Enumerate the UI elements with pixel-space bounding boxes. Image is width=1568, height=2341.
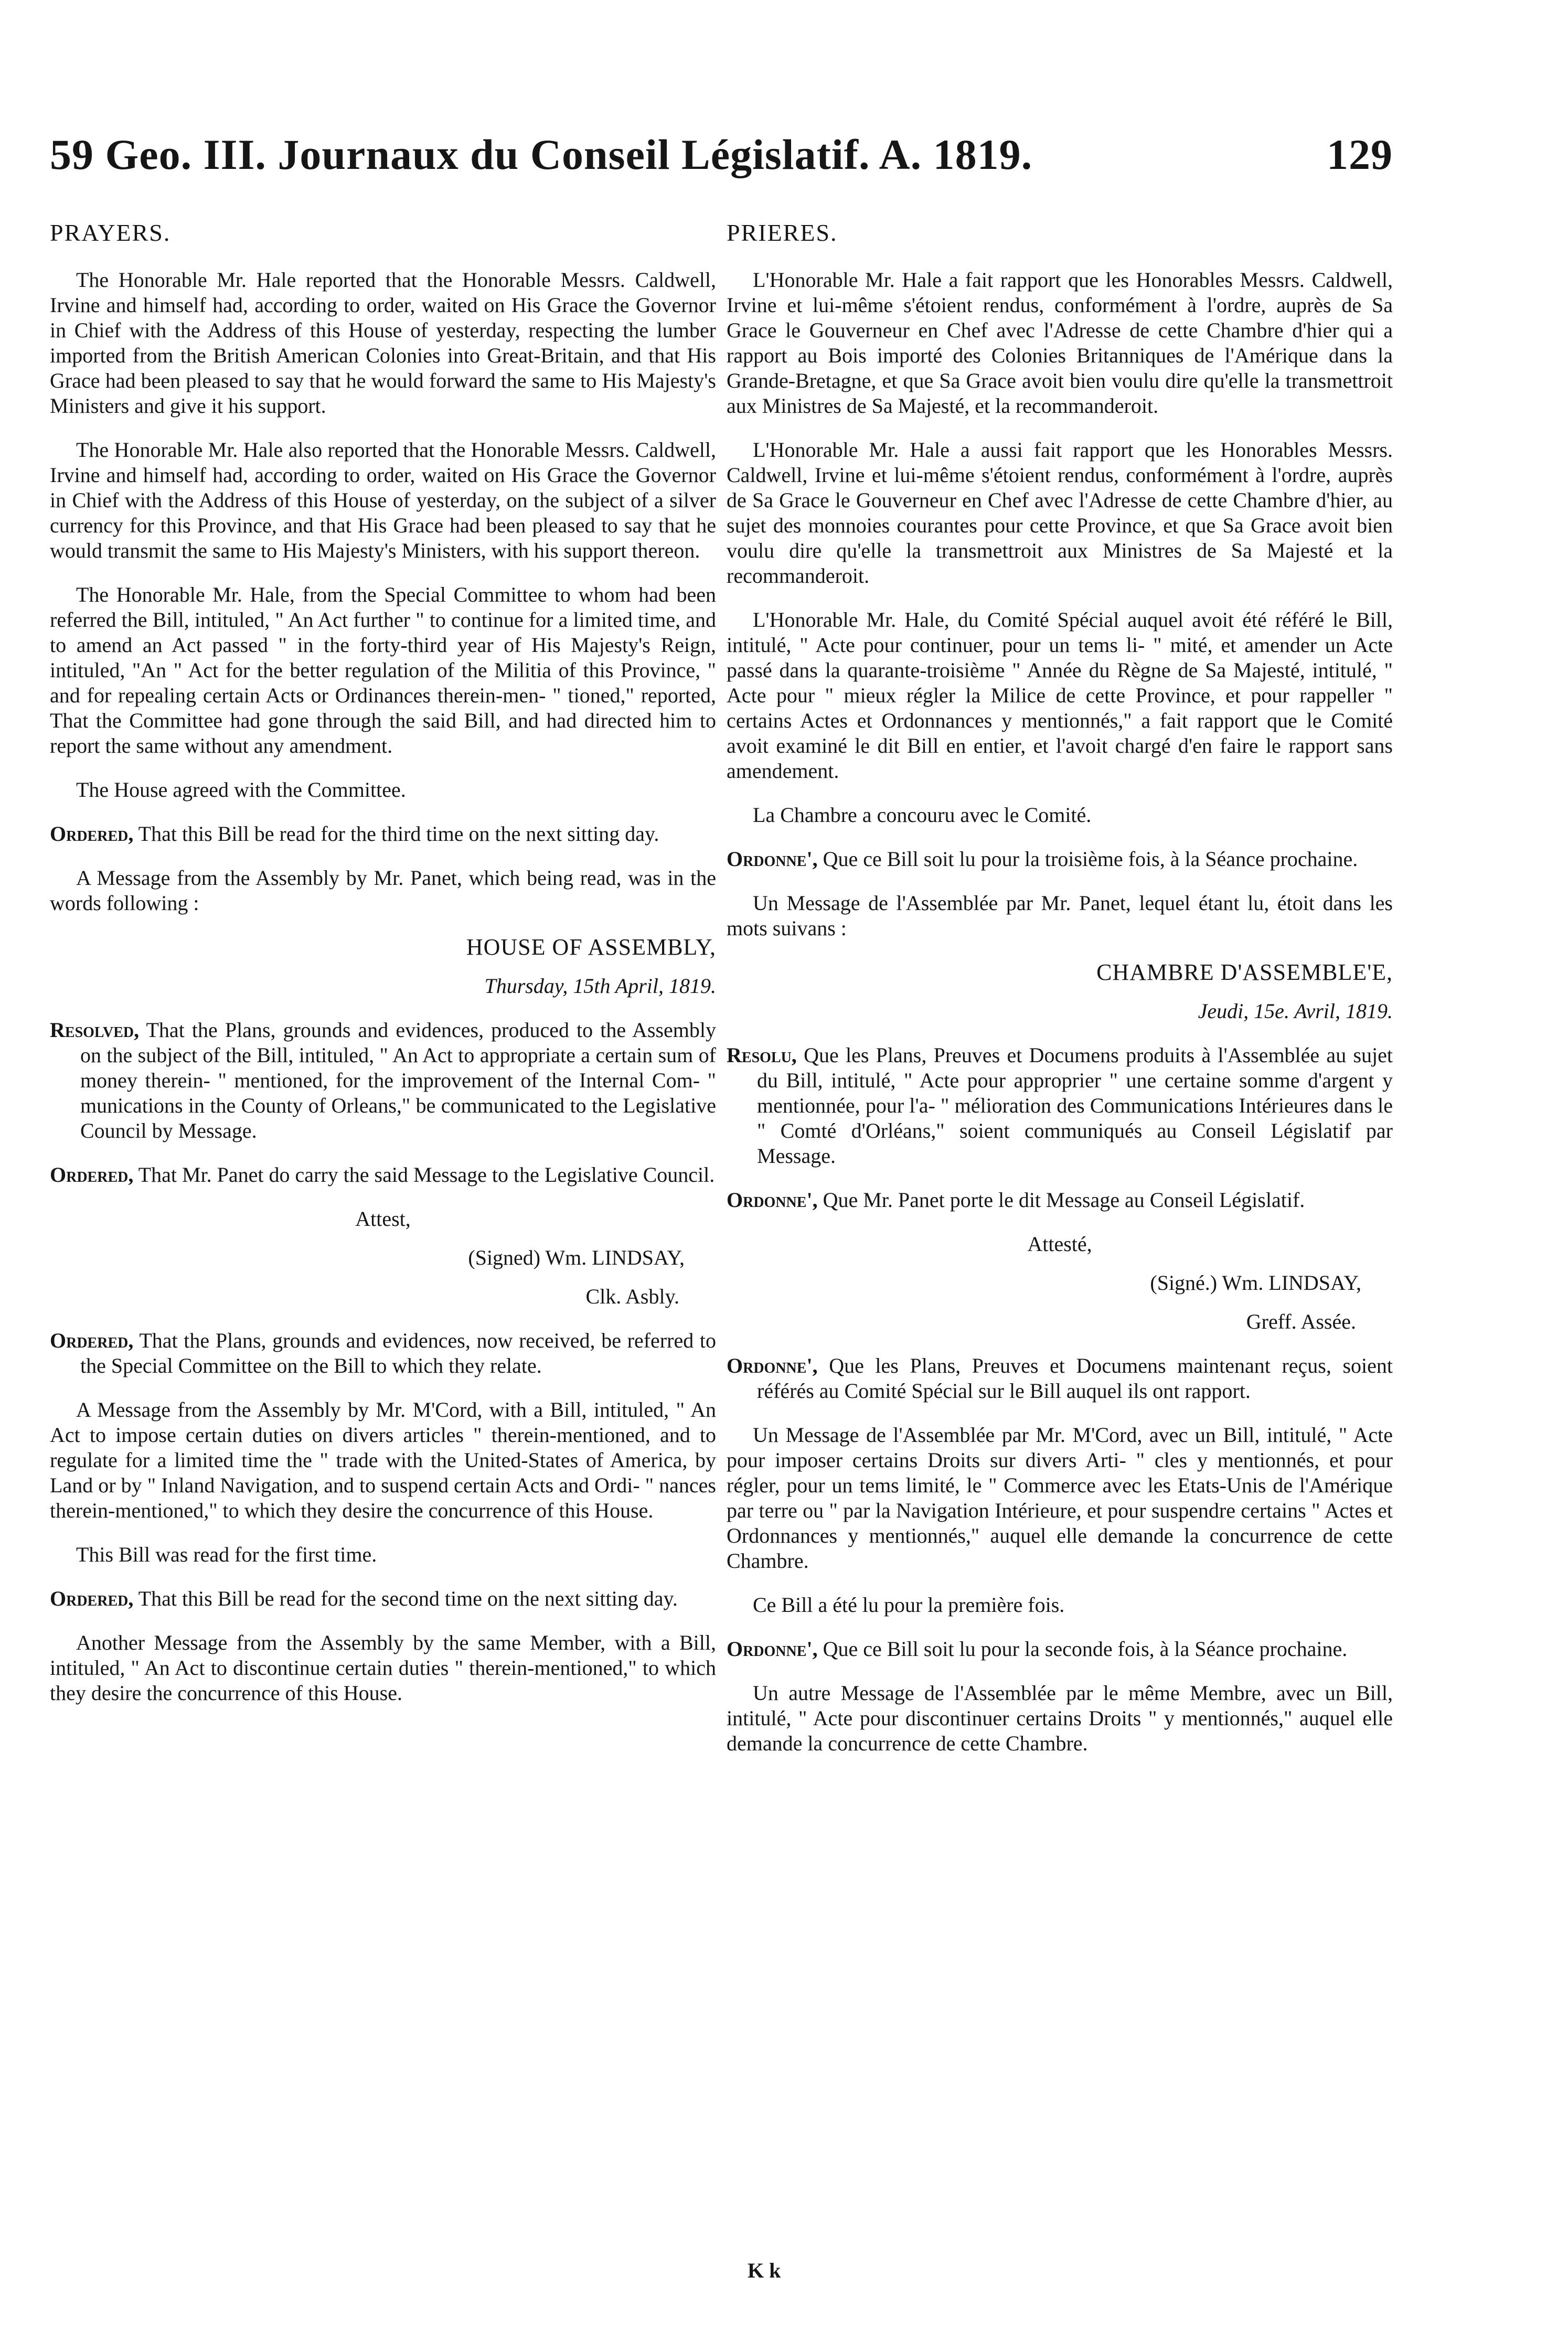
resolution-label: Resolu, (727, 1043, 797, 1067)
french-paragraph: L'Honorable Mr. Hale, du Comité Spécial auquel avoit été référé le Bill, intitulé, " Acte pour continuer, pour un tems li- " mité, et amender un Acte passé dans la quarante-troisième " Année du Règne de Sa Majesté, intitulé, " Acte pour " mieux régler la Milice de cette Province, et pour rappeller " certains Actes et Ordonnances y mentionnés," a fait rapport que le Comité avoit examiné le dit Bill en entier, et l'avoit chargé d'en faire le rapport sans amendement. (727, 608, 1393, 783)
message-date-text: Thursday, 15th April, 1819. (484, 974, 716, 998)
resolution-text: Que les Plans, Preuves et Documens produits à l'Assemblée au sujet du Bill, intitulé, " Acte pour approprier " une certaine somme d'argent y mentionnée, pour l'a- " mélioration des Communications Intérieures dans le " Comté d'Orléans," soient communiqués au Conseil Législatif par Message. (757, 1043, 1393, 1168)
order-text: That this Bill be read for the second time on the next sitting day. (138, 1587, 678, 1610)
french-order (727, 1353, 1393, 1404)
french-message-title: CHAMBRE D'ASSEMBLE'E, (1096, 959, 1393, 985)
order-label: Ordonne', (727, 1188, 818, 1212)
resolution-label: Resolved, (50, 1018, 140, 1042)
english-paragraph: Another Message from the Assembly by the same Member, with a Bill, intituled, " An Act to discontinue certain duties " therein-mentioned," to which they desire the concurrence of this House. (50, 1631, 716, 1705)
order-label: Ordonne', (727, 1637, 818, 1661)
french-paragraph: Un Message de l'Assemblée par Mr. M'Cord, avec un Bill, intitulé, " Acte pour imposer certains Droits sur divers Arti- " cles y mentionnés, et pour régler, pour un tems limité, le " Commerce avec les Etats-Unis de l'Amérique par terre ou " par la Navigation Intérieure, et pour suspendre certains " Actes et Ordonnances y mentionnés," auquel elle demande la concurrence de cette Chambre. (727, 1423, 1393, 1573)
order-label: Ordonne', (727, 847, 818, 871)
resolution-text: That the Plans, grounds and evidences, produced to the Assembly on the subject of the Bill, intituled, " An Act to appropriate a certain sum of money therein- " mentioned, for the improvement of the Internal Com- " munications in the County of Orleans," be communicated to the Legislative Council by Message. (80, 1018, 716, 1142)
english-clerk: Clk. Asbly. (585, 1285, 679, 1308)
order-text: Que ce Bill soit lu pour la seconde fois, à la Séance prochaine. (823, 1637, 1348, 1661)
english-order (50, 1328, 716, 1378)
english-paragraph: The House agreed with the Committee. (76, 778, 406, 801)
order-text: Que les Plans, Preuves et Documens maintenant reçus, soient référés au Comité Spécial sur le Bill auquel ils ont rapport. (757, 1354, 1393, 1403)
french-column (727, 220, 1393, 1775)
english-heading: PRAYERS. (50, 219, 171, 246)
english-paragraph: This Bill was read for the first time. (76, 1543, 377, 1566)
french-paragraph: Un autre Message de l'Assemblée par le même Membre, avec un Bill, intitulé, " Acte pour discontinuer certains Droits " y mentionnés," auquel elle demande la concurrence de cette Chambre. (727, 1681, 1393, 1755)
order-label: Ordonne', (727, 1354, 818, 1377)
order-label: Ordered, (50, 1329, 134, 1352)
french-paragraph: Un Message de l'Assemblée par Mr. Panet, lequel étant lu, étoit dans les mots suivans : (727, 891, 1393, 940)
french-heading: PRIERES. (727, 219, 838, 246)
french-order (727, 847, 1393, 872)
english-paragraph: The Honorable Mr. Hale also reported that the Honorable Messrs. Caldwell, Irvine and himself had, according to order, waited on His Grace the Governor in Chief with the Address of this House of yesterday, on the subject of a silver currency for this Province, and that His Grace had been pleased to say that he would transmit the same to His Majesty's Ministers, with his support thereon. (50, 438, 716, 562)
order-text: That the Plans, grounds and evidences, now received, be referred to the Special Committee on the Bill to which they relate. (80, 1329, 716, 1377)
english-paragraph: A Message from the Assembly by Mr. M'Cord, with a Bill, intituled, " An Act to impose certain duties on divers articles " therein-mentioned, and to regulate for a limited time the " trade with the United-States of America, by Land or by " Inland Navigation, and to suspend certain Acts and Ordi- " nances therein-mentioned," to which they desire the concurrence of this House. (50, 1398, 716, 1522)
english-paragraph: A Message from the Assembly by Mr. Panet, which being read, was in the words following : (50, 866, 716, 915)
order-text: That this Bill be read for the third time on the next sitting day. (138, 822, 659, 846)
french-order (727, 1637, 1393, 1662)
english-attest: Attest, (355, 1207, 411, 1231)
english-resolution (50, 1018, 716, 1143)
page-number: 129 (1327, 131, 1393, 178)
english-order (50, 821, 716, 847)
french-resolution (727, 1043, 1393, 1169)
header-title: 59 Geo. III. Journaux du Conseil Législatif. A. 1819. (50, 131, 1033, 178)
catchword: K k (748, 2259, 781, 2282)
french-message-date (727, 999, 1393, 1024)
english-signature: (Signed) Wm. LINDSAY, (468, 1246, 685, 1269)
french-paragraph: Ce Bill a été lu pour la première fois. (753, 1593, 1065, 1617)
french-paragraph: La Chambre a concouru avec le Comité. (753, 803, 1092, 827)
english-order (50, 1586, 716, 1611)
message-date-text: Jeudi, 15e. Avril, 1819. (1198, 999, 1393, 1023)
order-label: Ordered, (50, 1587, 134, 1610)
french-order (727, 1188, 1393, 1213)
french-signature: (Signé.) Wm. LINDSAY, (1150, 1271, 1361, 1295)
english-message-title: HOUSE OF ASSEMBLY, (466, 934, 716, 960)
french-paragraph: L'Honorable Mr. Hale a fait rapport que les Honorables Messrs. Caldwell, Irvine et lui-même s'étoient rendus, conformément à l'ordre, auprès de Sa Grace le Gouverneur en Chef avec l'Adresse de cette Chambre d'hier qui a rapport au Bois importé des Colonies Britanniques de l'Amérique dans la Grande-Bretagne, et que Sa Grace avoit bien voulu dire qu'elle la transmettroit aux Ministres de Sa Majesté, et la recommanderoit. (727, 268, 1393, 418)
order-text: That Mr. Panet do carry the said Message to the Legislative Council. (138, 1163, 715, 1186)
english-order (50, 1162, 716, 1188)
english-column (50, 220, 716, 1725)
order-text: Que Mr. Panet porte le dit Message au Conseil Législatif. (823, 1188, 1305, 1212)
english-paragraph: The Honorable Mr. Hale reported that the Honorable Messrs. Caldwell, Irvine and himself had, according to order, waited on His Grace the Governor in Chief with the Address of this House of yesterday, respecting the lumber imported from the British American Colonies into Great-Britain, and that His Grace had been pleased to say that he would forward the same to His Majesty's Ministers and give it his support. (50, 268, 716, 418)
english-message-date (50, 974, 716, 999)
french-paragraph: L'Honorable Mr. Hale a aussi fait rapport que les Honorables Messrs. Caldwell, Irvine et lui-même s'étoient rendus, conformément à l'ordre, auprès de Sa Grace le Gouverneur en Chef avec l'Adresse de cette Chambre d'hier, au sujet des monnoies courantes pour cette Province, et que Sa Grace avoit bien voulu dire qu'elle la transmettroit aux Ministres de Sa Majesté et la recommanderoit. (727, 438, 1393, 587)
order-text: Que ce Bill soit lu pour la troisième fois, à la Séance prochaine. (823, 847, 1358, 871)
running-header (50, 130, 1393, 188)
french-attest: Attesté, (1027, 1232, 1092, 1256)
english-paragraph: The Honorable Mr. Hale, from the Special Committee to whom had been referred the Bill, intituled, " An Act further " to continue for a limited time, and to amend an Act passed " in the forty-third year of His Majesty's Reign, intituled, "An " Act for the better regulation of the Militia of this Province, " and for repealing certain Acts or Ordinances therein-men- " tioned," reported, That the Committee had gone through the said Bill, and had directed him to report the same without any amendment. (50, 583, 716, 757)
order-label: Ordered, (50, 822, 134, 846)
french-clerk: Greff. Assée. (1246, 1310, 1356, 1333)
order-label: Ordered, (50, 1163, 134, 1186)
